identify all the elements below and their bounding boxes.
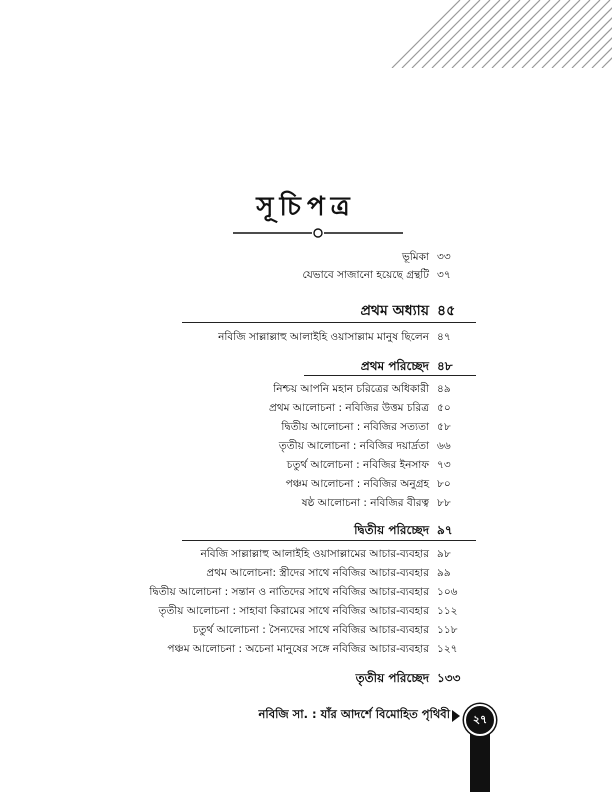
toc-entry[interactable] <box>0 437 612 455</box>
toc-entry[interactable] <box>0 380 612 398</box>
section-rule <box>182 540 476 541</box>
toc-entry-label: নবিজি সাল্লাল্লাহু আলাইহি ওয়াসাল্লাম মানুষ ছিলেন <box>218 331 429 343</box>
toc-entry-page: ৯৮ <box>437 548 451 560</box>
toc-entry-page: ১২৭ <box>437 643 458 655</box>
section-rule <box>182 322 476 323</box>
toc-entry-page: ৩৩ <box>437 251 451 263</box>
toc-entry-label: পঞ্চম আলোচনা : অচেনা মানুষের সঙ্গে নবিজির আচার-ব্যবহার <box>167 643 429 655</box>
section-rule <box>304 375 476 376</box>
toc-entry-page: ৩৭ <box>437 269 451 281</box>
toc-entry[interactable] <box>0 494 612 512</box>
toc-entry-page: ৮৮ <box>437 497 451 509</box>
toc-chapter-label: দ্বিতীয় পরিচ্ছেদ <box>354 523 429 537</box>
toc-entry-label: প্রথম আলোচনা : নবিজির উত্তম চরিত্র <box>269 402 429 414</box>
toc-entry-page: ৪৯ <box>437 383 451 395</box>
toc-chapter-2[interactable] <box>0 521 612 539</box>
toc-chapter-1[interactable] <box>0 357 612 375</box>
toc-entry[interactable] <box>0 545 612 563</box>
toc-entry-label: দ্বিতীয় আলোচনা : সন্তান ও নাতিদের সাথে নবিজির আচার-ব্যবহার <box>149 586 429 598</box>
toc-entry-page: ১১২ <box>437 605 458 617</box>
toc-entry-page: ৬৬ <box>437 440 451 452</box>
toc-entry-preface[interactable] <box>0 248 612 266</box>
toc-entry[interactable] <box>0 621 612 639</box>
toc-entry-page: ৪৭ <box>437 331 451 343</box>
toc-entry-label: তৃতীয় আলোচনা : নবিজির দয়ার্দ্রতা <box>278 440 429 452</box>
page-number-badge: ২৭ <box>464 704 496 736</box>
toc-entry-book-arrangement[interactable] <box>0 266 612 284</box>
toc-chapter-label: প্রথম পরিচ্ছেদ <box>360 359 429 373</box>
toc-entry[interactable] <box>0 583 612 601</box>
toc-entry-page: ১০৬ <box>437 586 458 598</box>
toc-entry-label: চতুর্থ আলোচনা : নবিজির ইনসাফ <box>286 459 429 471</box>
toc-entry-label: ষষ্ঠ আলোচনা : নবিজির বীরত্ব <box>301 497 429 509</box>
toc-entry[interactable] <box>0 602 612 620</box>
toc-entry-page: ৫০ <box>437 402 451 414</box>
toc-chapter-page: ৪৮ <box>437 359 453 373</box>
toc-entry-page: ১১৮ <box>437 624 458 636</box>
toc-part-page: ৪৫ <box>437 303 456 319</box>
toc-entry-part1-intro[interactable] <box>0 328 612 346</box>
toc-entry[interactable] <box>0 456 612 474</box>
triangle-right-icon <box>452 710 460 722</box>
toc-chapter-page: ১৩৩ <box>437 671 461 685</box>
toc-entry-label: দ্বিতীয় আলোচনা : নবিজির সত্যতা <box>281 421 429 433</box>
toc-entry-label: নিশ্চয় আপনি মহান চরিত্রের অধিকারী <box>273 383 429 395</box>
toc-entry-label: ভূমিকা <box>401 251 429 263</box>
footer-book-title: নবিজি সা. : যাঁর আদর্শে বিমোহিত পৃথিবী <box>258 707 450 721</box>
toc-chapter-3[interactable] <box>0 669 612 687</box>
toc-entry-page: ৮০ <box>437 478 451 490</box>
toc-entry[interactable] <box>0 399 612 417</box>
toc-entry-label: যেভাবে সাজানো হয়েছে গ্রন্থটি <box>302 269 429 281</box>
running-footer <box>0 700 612 730</box>
toc-entry[interactable] <box>0 564 612 582</box>
toc-entry[interactable] <box>0 640 612 658</box>
toc-entry[interactable] <box>0 418 612 436</box>
page-title: সূচিপত্র <box>256 192 356 222</box>
toc-entry-label: নবিজি সাল্লাল্লাহু আলাইহি ওয়াসাল্লামের আচার-ব্যবহার <box>200 548 429 560</box>
toc-entry-label: প্রথম আলোচনা: স্ত্রীদের সাথে নবিজির আচার-ব্যবহার <box>206 567 429 579</box>
toc-chapter-page: ৯৭ <box>437 523 453 537</box>
toc-chapter-label: তৃতীয় পরিচ্ছেদ <box>355 671 429 685</box>
toc-part-label: প্রথম অধ্যায় <box>360 303 429 319</box>
toc-entry-label: পঞ্চম আলোচনা : নবিজির অনুগ্রহ <box>285 478 429 490</box>
toc-entry-page: ৫৮ <box>437 421 451 433</box>
toc-entry[interactable] <box>0 475 612 493</box>
toc-entry-page: ৯৯ <box>437 567 451 579</box>
toc-entry-label: তৃতীয় আলোচনা : সাহাবা কিরামের সাথে নবিজির আচার-ব্যবহার <box>158 605 429 617</box>
toc-part-1[interactable] <box>0 302 612 320</box>
toc-entry-page: ৭৩ <box>437 459 451 471</box>
toc-entry-label: চতুর্থ আলোচনা : সৈন্যদের সাথে নবিজির আচার-ব্যবহার <box>192 624 429 636</box>
